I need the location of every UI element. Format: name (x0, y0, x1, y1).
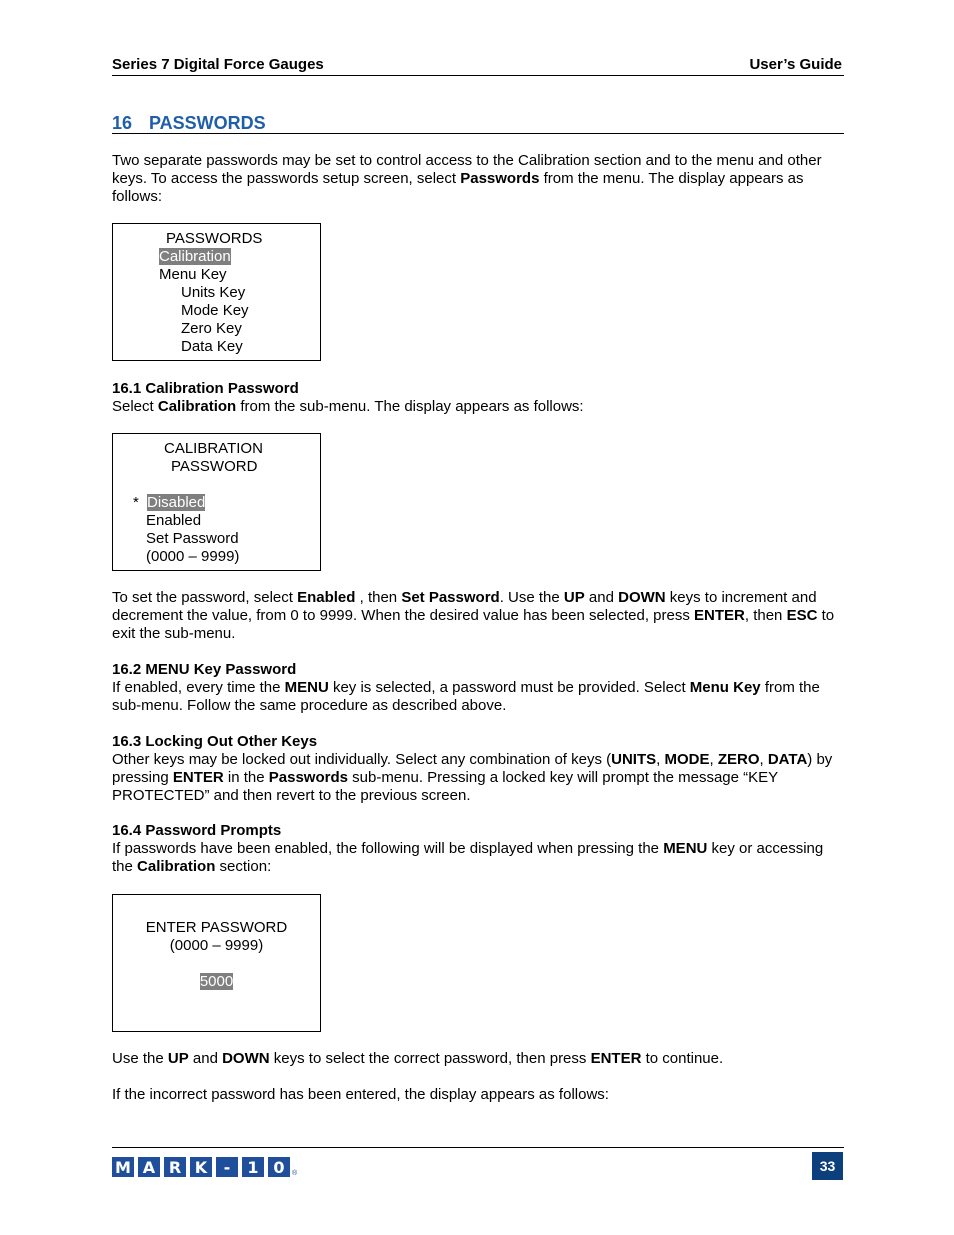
intro-text-end: from the menu. The display appears as follows: (112, 170, 804, 205)
logo-letter: K (190, 1157, 212, 1177)
bold-text: Enabled (297, 589, 356, 606)
set-password-paragraph (112, 589, 847, 643)
display-item-data-key: Data Key (181, 338, 243, 355)
logo-letter: M (112, 1157, 134, 1177)
subsection-16-4-text (112, 840, 847, 876)
bold-text: ENTER (590, 1050, 642, 1067)
display-item-enabled: Enabled (146, 512, 202, 529)
bold-text: ENTER (172, 769, 224, 786)
bold-text: MENU (663, 840, 708, 857)
text: section: (215, 858, 272, 875)
text: and (584, 589, 619, 606)
text: , then (355, 589, 402, 606)
text: to continue. (641, 1050, 724, 1067)
text: in the (223, 769, 269, 786)
text: keys to increment and decrement the value, from 0 to 9999. When the desired value has been selected, press (112, 589, 817, 624)
text: sub-menu. Pressing a locked key will prompt the message “KEY PROTECTED” and then revert to the previous screen. (112, 769, 778, 804)
text: ) by pressing (112, 751, 833, 786)
display-item-menu-key: Menu Key (159, 266, 227, 283)
section-divider (112, 133, 844, 134)
bold-text: ENTER (694, 607, 745, 624)
section-title (112, 113, 266, 134)
calibration-password-display (112, 433, 321, 571)
bold-text: Set Password (401, 589, 500, 606)
display-item-range: (0000 – 9999) (146, 548, 240, 565)
subsection-16-3-heading: 16.3 Locking Out Other Keys (112, 733, 318, 750)
passwords-display (112, 223, 321, 361)
text: key or accessing the (112, 840, 824, 875)
section-number: 16 (112, 113, 133, 133)
bold-text: Menu Key (689, 679, 761, 696)
display-range: (0000 – 9999) (169, 937, 264, 954)
subsection-16-2-heading: 16.2 MENU Key Password (112, 661, 297, 678)
display-item-calibration: Calibration (159, 248, 231, 265)
subsection-16-1-heading: 16.1 Calibration Password (112, 380, 299, 397)
text: to exit the sub-menu. (112, 607, 835, 642)
subsection-16-4-heading: 16.4 Password Prompts (112, 822, 282, 839)
text: Select (112, 398, 158, 415)
logo-letter: R (164, 1157, 186, 1177)
text: keys to select the correct password, then press (269, 1050, 591, 1067)
footer-divider (112, 1147, 844, 1148)
subsection-16-1-text (112, 398, 847, 416)
subsection-16-2-text (112, 679, 847, 715)
display-item-disabled: Disabled (147, 494, 206, 511)
display-title-line1: CALIBRATION (164, 440, 263, 457)
text: , (656, 751, 665, 768)
display-title-line2: PASSWORD (171, 458, 258, 475)
text: Use the (112, 1050, 168, 1067)
text: from the sub-menu. Follow the same procedure as described above. (112, 679, 820, 714)
subsection-16-3-text (112, 751, 847, 805)
header-title: Series 7 Digital Force Gauges (112, 56, 324, 73)
display-item-units-key: Units Key (181, 284, 246, 301)
logo-registered-mark: ® (292, 1170, 298, 1177)
mark-10-logo (112, 1157, 297, 1177)
text: If enabled, every time the (112, 679, 285, 696)
display-item-set-password: Set Password (146, 530, 239, 547)
display-item-zero-key: Zero Key (181, 320, 242, 337)
logo-letter: 0 (268, 1157, 290, 1177)
bold-text: Calibration (157, 398, 237, 415)
text: key is selected, a password must be provided. Select (328, 679, 690, 696)
bold-text: UP (167, 1050, 189, 1067)
display-prompt: ENTER PASSWORD (145, 919, 288, 936)
logo-letter: - (216, 1157, 238, 1177)
intro-text: Two separate passwords may be set to control access to the Calibration section and to the menu and other keys. To access the passwords setup screen, select (112, 152, 822, 187)
enter-password-display (112, 894, 321, 1032)
logo-letter: 1 (242, 1157, 264, 1177)
text: and (188, 1050, 223, 1067)
display-title: PASSWORDS (166, 230, 263, 247)
intro-paragraph (112, 152, 847, 206)
page-number: 33 (812, 1152, 843, 1180)
text: If passwords have been enabled, the following will be displayed when pressing the (112, 840, 664, 857)
section-title-text: PASSWORDS (149, 113, 266, 133)
text: To set the password, select (112, 589, 298, 606)
bold-text: MENU (284, 679, 329, 696)
incorrect-password-paragraph: If the incorrect password has been entered, the display appears as follows: (112, 1086, 609, 1103)
text: , (759, 751, 768, 768)
selection-marker: * (133, 494, 139, 511)
text: Other keys may be locked out individually. Select any combination of keys ( (112, 751, 612, 768)
bold-text: DOWN (618, 589, 666, 606)
text: , then (744, 607, 787, 624)
bold-text: UNITS (611, 751, 657, 768)
text: from the sub-menu. The display appears as follows: (236, 398, 584, 415)
bold-text: ZERO (717, 751, 760, 768)
bold-text: DATA (767, 751, 808, 768)
text: . Use the (499, 589, 564, 606)
display-password-value: 5000 (199, 973, 234, 990)
header-guide: User’s Guide (749, 56, 842, 73)
bold-text: DOWN (222, 1050, 270, 1067)
use-keys-paragraph (112, 1050, 847, 1068)
bold-text: Passwords (268, 769, 348, 786)
bold-text: Calibration (137, 858, 216, 875)
logo-letter: A (138, 1157, 160, 1177)
bold-text: UP (563, 589, 585, 606)
text: , (709, 751, 718, 768)
intro-bold: Passwords (460, 170, 540, 187)
display-item-mode-key: Mode Key (181, 302, 249, 319)
bold-text: MODE (664, 751, 710, 768)
bold-text: ESC (786, 607, 818, 624)
header-divider (112, 75, 844, 76)
